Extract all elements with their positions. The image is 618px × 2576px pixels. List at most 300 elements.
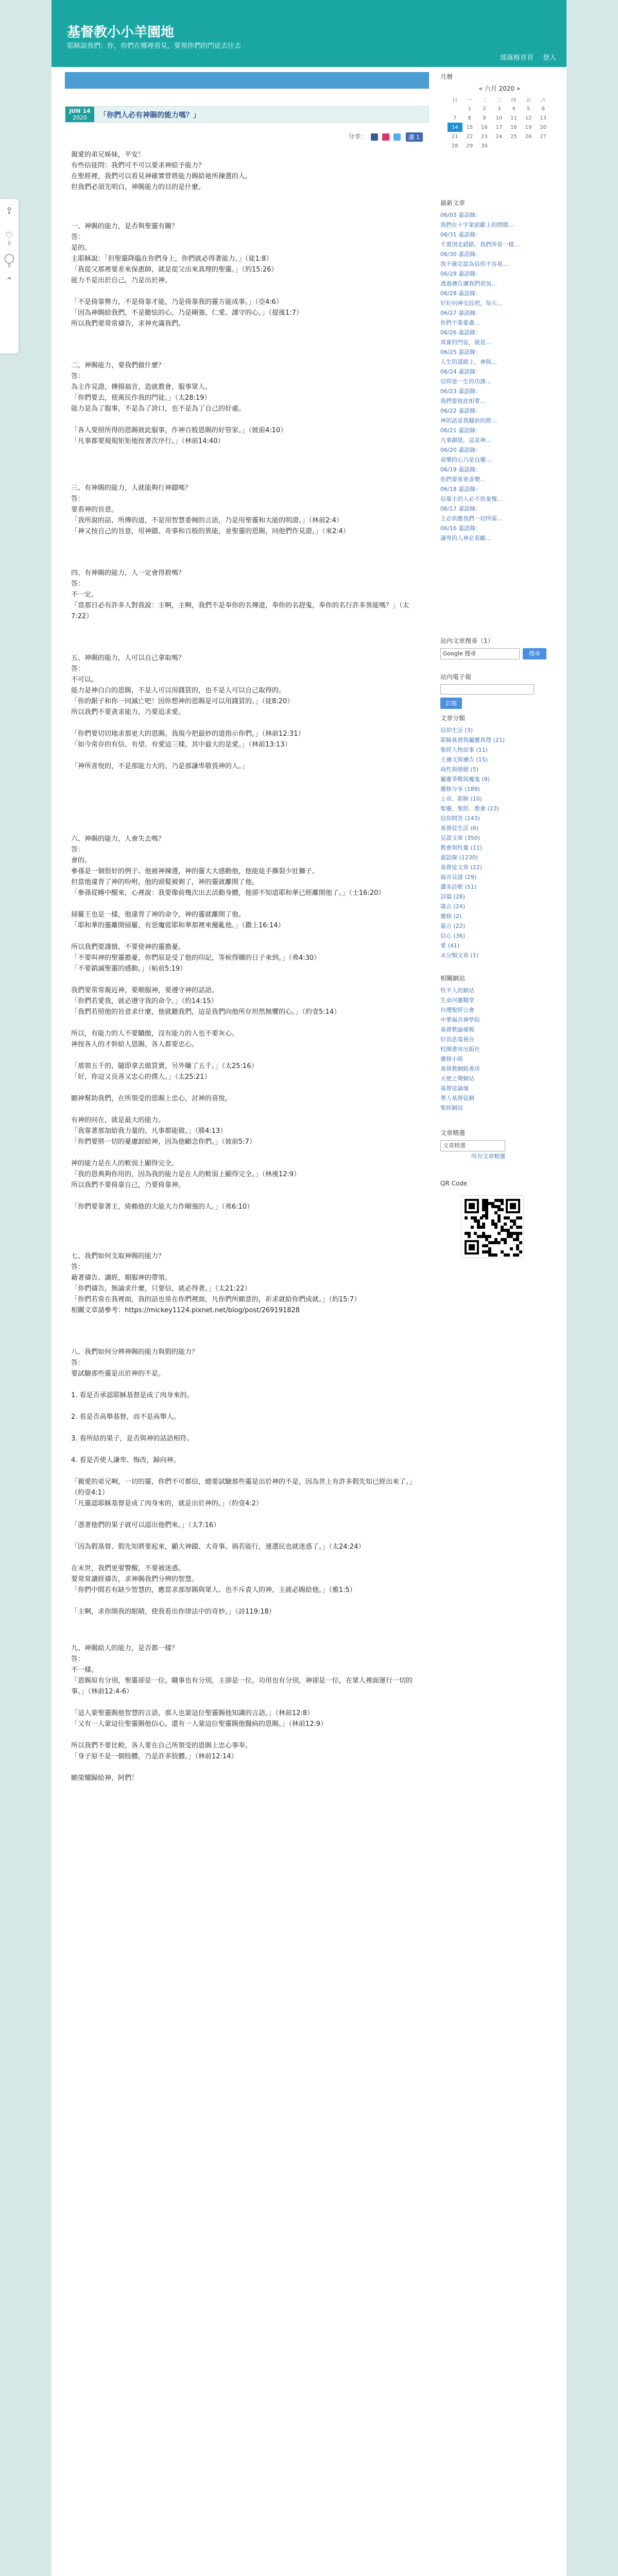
main-column bbox=[65, 72, 428, 2576]
blog-subtitle: 耶穌說我們：你，你們在哪裡看見，要領你們的門徒去往去 bbox=[67, 42, 242, 50]
qr-module bbox=[507, 1253, 510, 1257]
header-link-home[interactable]: 部落格首頁 bbox=[500, 54, 534, 62]
section-line: 「好，你這又良善又忠心的僕人。」（太25:21） bbox=[71, 1073, 211, 1081]
calendar-day[interactable]: 10 bbox=[495, 115, 503, 121]
recent-post-link[interactable]: 06/19 嘉語錄： bbox=[440, 466, 482, 473]
category-link[interactable]: 主禱文與禱告 (15) bbox=[440, 756, 488, 763]
section-line: 要常常讀經禱告，求神賜我們分辨的智慧。 bbox=[71, 1575, 199, 1583]
qr-module bbox=[510, 1226, 513, 1229]
section-line: 答： bbox=[71, 1263, 85, 1271]
post-body bbox=[71, 149, 421, 1784]
section-line: 但當他違背了神的吩咐，他的頭髮被剃了，神的靈就離開了他。 bbox=[71, 878, 259, 886]
qr-module bbox=[497, 1232, 501, 1235]
recent-post-link[interactable]: 06/31 嘉語錄： bbox=[440, 231, 482, 238]
recent-post-link[interactable]: 06/20 嘉語錄： bbox=[440, 447, 482, 453]
subscribe-heading: 站內電子報 bbox=[440, 673, 472, 681]
category-link[interactable]: 信心 (36) bbox=[440, 933, 466, 939]
recent-post-link[interactable]: 06/03 嘉語錄： bbox=[440, 212, 482, 218]
section-line bbox=[71, 750, 421, 761]
qr-module bbox=[494, 1226, 497, 1229]
section-line: 「你們禱告，無論求什麼，只要信，就必得著。」（太21:22） bbox=[71, 1285, 251, 1293]
calendar-day[interactable]: 6 bbox=[541, 106, 545, 112]
search-widget bbox=[440, 636, 559, 659]
category-link[interactable]: 靈修 (2) bbox=[440, 913, 462, 920]
qr-module bbox=[469, 1203, 475, 1209]
comment-count: 0 bbox=[7, 263, 11, 269]
recent-post-link[interactable]: 06/23 嘉語錄： bbox=[440, 388, 482, 395]
calendar-day[interactable]: 24 bbox=[495, 133, 503, 140]
recent-post-link[interactable]: 06/22 嘉語錄： bbox=[440, 408, 482, 414]
calendar-day[interactable]: 1 bbox=[468, 106, 472, 112]
section-line: 「又有一人蒙這位聖靈賜他信心，還有一人蒙這位聖靈賜他醫病的恩賜。」（林前12:9） bbox=[71, 1720, 328, 1728]
calendar-widget bbox=[440, 72, 559, 150]
calendar-day[interactable]: 13 bbox=[540, 115, 547, 121]
recent-post-link[interactable]: 透過禱告讓我們更加… bbox=[440, 280, 497, 287]
related-site-link[interactable]: 靈修小組 bbox=[440, 1056, 463, 1062]
recent-post-link[interactable]: 06/25 嘉語錄： bbox=[440, 349, 482, 355]
section-line: 要看神的旨意。 bbox=[71, 506, 118, 514]
twitter-icon[interactable] bbox=[393, 133, 401, 141]
calendar-day[interactable]: 4 bbox=[512, 106, 516, 112]
related-site-link[interactable]: 牧羊人的網站 bbox=[440, 987, 474, 994]
section-line: 會的。 bbox=[71, 857, 92, 865]
calendar-title[interactable]: « 六月 2020 » bbox=[478, 85, 521, 92]
section-spacer bbox=[71, 622, 421, 653]
qr-module bbox=[497, 1214, 501, 1217]
archive-heading: 文章精選 bbox=[440, 1129, 466, 1137]
qr-module bbox=[468, 1235, 471, 1238]
section-line: 「凡靈認耶穌基督是成了肉身來的，就是出於神的。」（約壹4:2） bbox=[71, 1500, 263, 1507]
category-list bbox=[440, 714, 559, 960]
header-link-login[interactable]: 登入 bbox=[542, 54, 556, 62]
intro-line: 在聖經裡，我們可以看見神確實曾將能力賜給祂所揀選的人。 bbox=[71, 173, 252, 180]
section-line: 是的。 bbox=[71, 244, 92, 252]
blog-title[interactable]: 基督教小小羊園地 bbox=[67, 25, 175, 40]
qr-module bbox=[510, 1203, 516, 1209]
section-line bbox=[71, 1104, 421, 1115]
section-line bbox=[71, 931, 421, 942]
section-line: 所以我們要謹慎，不要使神的靈擔憂。 bbox=[71, 943, 185, 951]
recent-post-link[interactable]: 06/17 嘉語錄： bbox=[440, 505, 482, 512]
section-line: 「親愛的弟兄啊，一切的靈，你們不可都信，總要試驗那些靈是出於神的不是，因為世上有許多假先知已經出來了。」（約壹4:1） bbox=[71, 1478, 416, 1497]
recent-post-link[interactable]: 信仰是一生的功課… bbox=[440, 378, 491, 385]
category-link[interactable]: 未分類文章 (1) bbox=[440, 952, 479, 959]
category-heading: 文章分類 bbox=[440, 715, 466, 722]
recent-post-link[interactable]: 好好向神交託吧，每天… bbox=[440, 300, 503, 307]
calendar-day[interactable]: 18 bbox=[510, 124, 517, 130]
qr-module bbox=[516, 1253, 519, 1257]
category-link[interactable]: 聖靈、聖經、教會 (23) bbox=[440, 805, 500, 812]
section-line: 我們要常常親近神，要順服神，要遵守神的話語。 bbox=[71, 987, 219, 994]
section-line: 「參孫從睡中醒來，心裡說：我要像前幾次出去活動身體，他卻不知道耶和華已經離開他了。」（士16:20） bbox=[71, 889, 385, 897]
section-line: 不可以。 bbox=[71, 676, 98, 684]
calendar-day[interactable]: 25 bbox=[510, 133, 517, 140]
section-line: 「如今常存的有信、有望、有愛這三樣，其中最大的是愛。」（林前13:13） bbox=[71, 741, 291, 749]
section-spacer bbox=[71, 537, 421, 568]
post-header bbox=[65, 106, 429, 123]
section-line: 答： bbox=[71, 846, 85, 854]
calendar-day bbox=[448, 104, 462, 113]
qr-module bbox=[471, 1226, 474, 1229]
recent-post-link[interactable]: 06/29 嘉語錄： bbox=[440, 270, 482, 277]
related-links bbox=[440, 974, 559, 1113]
calendar-day[interactable]: 15 bbox=[466, 124, 473, 130]
section-line bbox=[71, 1422, 421, 1433]
section-line: 「我們若照他的旨意求什麼，他就聽我們，這是我們向他所存坦然無懼的心。」（約壹5:14） bbox=[71, 1008, 341, 1016]
section-line: 答： bbox=[71, 372, 85, 380]
calendar-day[interactable]: 23 bbox=[481, 133, 488, 140]
post-date bbox=[65, 107, 94, 122]
comment-icon[interactable]: ◯ bbox=[4, 253, 15, 264]
section-line: 為主作見證，傳揚福音，造就教會，服事眾人。 bbox=[71, 383, 212, 391]
search-button[interactable]: 搜尋 bbox=[523, 648, 546, 659]
related-site-link[interactable]: 生命河靈糧堂 bbox=[440, 997, 474, 1004]
recent-post-link[interactable]: 06/30 嘉語錄： bbox=[440, 251, 482, 258]
section-line: 「我的恩典夠你用的，因為我的能力是在人的軟弱上顯得完全。」（林後12:9） bbox=[71, 1171, 301, 1178]
category-link[interactable]: 詩篇 (28) bbox=[440, 893, 466, 900]
search-input[interactable]: Google 搜尋 bbox=[440, 648, 520, 659]
section-line: 願榮耀歸給神，阿們！ bbox=[71, 1774, 139, 1782]
qr-module bbox=[469, 1244, 475, 1250]
heart-icon[interactable]: ♡ bbox=[5, 230, 14, 241]
calendar-day[interactable]: 3 bbox=[497, 106, 501, 112]
section-line: 掃羅王也是一樣，他違背了神的命令，神的靈就離開了他。 bbox=[71, 911, 246, 919]
archive-widget bbox=[440, 1128, 559, 1161]
related-site-link[interactable]: 基督教網路書房 bbox=[440, 1065, 480, 1072]
section-line bbox=[71, 1018, 421, 1028]
section-line: 答： bbox=[71, 1655, 85, 1663]
section-heading: 九、神賜給人的能力，是否都一樣？ bbox=[71, 1645, 179, 1652]
section-line: 「你們要靠著主，倚賴他的大能大力作剛強的人。」（弗6:10） bbox=[71, 1203, 254, 1211]
section-line: 答： bbox=[71, 233, 85, 241]
intro-line: 有些信徒問：我們可不可以要求神給予能力？ bbox=[71, 162, 205, 170]
section-line bbox=[71, 1552, 421, 1563]
calendar-day bbox=[506, 141, 521, 150]
related-site-link[interactable]: 校園書房出版社 bbox=[440, 1046, 480, 1053]
related-site-link[interactable]: 聖經網站 bbox=[440, 1105, 463, 1111]
recent-post-link[interactable]: 凡事謝恩，這是神… bbox=[440, 437, 491, 444]
section-line bbox=[71, 1466, 421, 1477]
section-line: 「不要叫神的聖靈擔憂，你們原是受了他的印記，等候得贖的日子來到。」（弗4:30） bbox=[71, 954, 321, 962]
recent-post-link[interactable]: 神的話是我腳前的燈… bbox=[440, 417, 497, 424]
qr-module bbox=[519, 1226, 522, 1229]
section-line: 「我靠著那加給我力量的，凡事都能做。」（腓4:13） bbox=[71, 1127, 227, 1135]
section-line: 「憑著他們的果子就可以認出他們來。」（太7:16） bbox=[71, 1521, 220, 1529]
section-line: 相關文章請參考：https://mickey1124.pixnet.net/blog/post/269191828 bbox=[71, 1307, 300, 1314]
section-line: 「主啊，求你開我的眼睛，使我看出你律法中的奇妙。」（詩119:18） bbox=[71, 1608, 276, 1616]
section-line: 「恩賜原有分別，聖靈卻是一位。職事也有分別，主卻是一位。功用也有分別，神卻是一位，在眾人裡面運行一切的事。」（林前12:4-6） bbox=[71, 1677, 413, 1696]
qr-module bbox=[519, 1241, 522, 1244]
section-line bbox=[71, 1444, 421, 1455]
up-icon[interactable]: ⌃ bbox=[5, 276, 13, 286]
recent-post-link[interactable]: 千萬別走錯路，我們所看一樣… bbox=[440, 241, 520, 248]
plurk-icon[interactable] bbox=[382, 133, 389, 141]
section-line bbox=[71, 1730, 421, 1740]
related-site-link[interactable]: 中華福音神學院 bbox=[440, 1016, 480, 1023]
section-line: 1. 看是否承認耶穌基督是成了肉身來的。 bbox=[71, 1392, 194, 1399]
top-banner-strip bbox=[65, 72, 429, 89]
category-link[interactable]: 基督徒文章 (22) bbox=[440, 864, 483, 871]
recent-post-link[interactable]: 06/27 嘉語錄： bbox=[440, 310, 482, 316]
section-line: 能力不是出於自己，乃是出於神。 bbox=[71, 277, 172, 284]
section-line: 主耶穌說：「但聖靈降臨在你們身上，你們就必得著能力。」（徒1:8） bbox=[71, 255, 273, 263]
section-heading: 四、有神賜的能力，人一定會得救嗎？ bbox=[71, 569, 185, 577]
social-share-bar bbox=[0, 198, 19, 354]
category-link[interactable]: 福音見證 (29) bbox=[440, 874, 477, 880]
calendar-day[interactable]: 14 bbox=[448, 123, 462, 132]
calendar-day bbox=[536, 141, 551, 150]
section-line bbox=[71, 974, 421, 985]
calendar-weekday: 二 bbox=[482, 97, 487, 104]
section-line: 藉著禱告、讀經，順服神的帶領。 bbox=[71, 1274, 172, 1282]
qr-module bbox=[488, 1235, 491, 1238]
qr-module bbox=[501, 1208, 504, 1211]
qr-module bbox=[510, 1247, 513, 1250]
calendar-day[interactable]: 11 bbox=[510, 115, 517, 121]
section-line: 「神所喜悅的，不是那能力大的，乃是那謙卑敬畏神的人。」 bbox=[71, 762, 249, 770]
section-heading: 八、我們如何分辨神賜的能力與假的能力？ bbox=[71, 1348, 199, 1356]
section-line: 「那領五千的，隨即拿去做買賣，另外賺了五千。」（太25:16） bbox=[71, 1062, 258, 1070]
category-link[interactable]: 聖經人物故事 (11) bbox=[440, 747, 488, 753]
qr-module bbox=[519, 1250, 522, 1253]
recent-post-link[interactable]: 謙卑的人神必看顧… bbox=[440, 535, 491, 541]
category-link[interactable]: 箴言 (24) bbox=[440, 903, 466, 910]
calendar-weekday: 三 bbox=[496, 97, 502, 104]
calendar-day[interactable]: 27 bbox=[540, 133, 547, 140]
section-line: 「你們若常在我裡面，我的話也常在你們裡面，凡你們所願意的，祈求就給你們成就。」（約15:7） bbox=[71, 1296, 361, 1303]
section-heading: 七、我們如何支取神賜的能力？ bbox=[71, 1252, 165, 1260]
calendar-weekday: 日 bbox=[452, 97, 458, 104]
calendar-day[interactable]: 8 bbox=[468, 115, 472, 121]
recent-post-link[interactable]: 真實的門徒，就是… bbox=[440, 339, 491, 346]
section-line: 在末世，我們更要警醒，不要被迷惑。 bbox=[71, 1565, 185, 1572]
related-site-link[interactable]: 華人基督徒網 bbox=[440, 1095, 474, 1101]
category-link[interactable]: 屬靈爭戰與魔鬼 (9) bbox=[440, 776, 490, 783]
calendar-day[interactable]: 9 bbox=[483, 115, 486, 121]
recent-post-link[interactable]: 我不確定認為信仰不容易… bbox=[440, 261, 508, 267]
heart-count: 0 bbox=[7, 241, 11, 246]
calendar-grid bbox=[448, 95, 551, 150]
recent-post-link[interactable]: 人生的道路上，神與… bbox=[440, 359, 497, 365]
section-line: 「身子原不是一個肢體，乃是許多肢體。」（林前12:14） bbox=[71, 1753, 238, 1760]
category-link[interactable]: 基督徒生活 (6) bbox=[440, 825, 479, 832]
section-spacer bbox=[71, 772, 421, 834]
qr-module bbox=[497, 1219, 501, 1223]
recent-post-link[interactable]: 06/16 嘉語錄： bbox=[440, 525, 482, 532]
section-line: 「你們要切切地求那更大的恩賜。我現今把最妙的道指示你們。」（林前12:31） bbox=[71, 730, 305, 738]
post-date-year: 2020 bbox=[73, 114, 87, 121]
section-line bbox=[71, 1379, 421, 1390]
calendar-day[interactable]: 16 bbox=[481, 124, 488, 130]
section-line: 「這人蒙聖靈賜他智慧的言語，那人也蒙這位聖靈賜他知識的言語。」（林前12:8） bbox=[71, 1709, 314, 1717]
recent-post-link[interactable]: 你們要常常喜樂… bbox=[440, 476, 486, 483]
section-line: 答： bbox=[71, 665, 85, 673]
related-site-link[interactable]: 台灣聖經公會 bbox=[440, 1007, 474, 1013]
section-line: 所以我們不要貪求能力，乃要追求愛。 bbox=[71, 708, 185, 716]
section-heading: 五、神賜的能力，人可以自己拿取嗎？ bbox=[71, 654, 185, 662]
recent-post-link[interactable]: 06/18 嘉語錄： bbox=[440, 486, 482, 493]
qr-module bbox=[494, 1253, 497, 1257]
related-site-link[interactable]: 天使之聲網站 bbox=[440, 1075, 474, 1082]
recent-posts bbox=[440, 198, 559, 543]
section-line: 「各人要照所得的恩賜彼此服事，作神百般恩賜的好管家。」（彼前4:10） bbox=[71, 427, 287, 434]
section-line bbox=[71, 1509, 421, 1520]
section-line: 「你們要將一切的憂慮卸給神，因為他顧念你們。」（彼前5:7） bbox=[71, 1138, 256, 1146]
section-line bbox=[71, 1531, 421, 1541]
qr-module bbox=[504, 1223, 507, 1226]
section-line: 「耶和華的靈離開掃羅，有惡魔從耶和華那裡來擾亂他。」（撒上16:14） bbox=[71, 922, 285, 929]
category-link[interactable]: 見證文章 (350) bbox=[440, 835, 480, 841]
section-line: 能力是為了服事，不是為了誇口，也不是為了自己的好處。 bbox=[71, 405, 246, 413]
section-line bbox=[71, 1147, 421, 1158]
section-line bbox=[71, 1762, 421, 1773]
recent-post-link[interactable]: 06/26 嘉語錄： bbox=[440, 329, 482, 336]
section-line: 願神幫助我們，在所領受的恩賜上忠心，討神的喜悅。 bbox=[71, 1095, 232, 1103]
section-line: 「因為假基督、假先知將要起來，顯大神蹟、大奇事。倘若能行，連選民也就迷惑了。」（太24:24） bbox=[71, 1543, 365, 1551]
calendar-day[interactable]: 30 bbox=[481, 143, 488, 149]
category-link[interactable]: 兩性與婚姻 (5) bbox=[440, 766, 479, 773]
section-line bbox=[71, 1401, 421, 1412]
category-link[interactable]: 愛 (41) bbox=[440, 942, 460, 949]
calendar-day[interactable]: 2 bbox=[483, 106, 486, 112]
section-line: 「你的銀子和你一同滅亡吧！因你想神的恩賜是可以用錢買的。」（徒8:20） bbox=[71, 698, 294, 705]
calendar-day[interactable]: 29 bbox=[466, 143, 473, 149]
recent-post-link[interactable]: 06/21 嘉語錄： bbox=[440, 427, 482, 434]
calendar-weekday: 一 bbox=[467, 97, 472, 104]
qr-module bbox=[465, 1216, 468, 1219]
calendar-day[interactable]: 26 bbox=[525, 133, 532, 140]
recent-post-link[interactable]: 主必供應我們一切所需… bbox=[440, 515, 503, 522]
recent-post-link[interactable]: 06/28 嘉語錄： bbox=[440, 290, 482, 297]
calendar-day[interactable]: 28 bbox=[451, 143, 458, 149]
section-line: 「不要銷滅聖靈的感動。」（帖前5:19） bbox=[71, 965, 187, 973]
section-line: 所以，有能力的人不要驕傲，沒有能力的人也不要灰心。 bbox=[71, 1030, 239, 1038]
category-link[interactable]: 嘉語錄 (1230) bbox=[440, 854, 478, 861]
section-heading: 六、神賜的能力，人會失去嗎？ bbox=[71, 835, 165, 843]
section-line bbox=[71, 1082, 421, 1093]
section-spacer bbox=[71, 193, 421, 221]
subscribe-email-field[interactable] bbox=[440, 684, 534, 694]
facebook-like-button[interactable]: 讚 1 bbox=[406, 132, 423, 142]
post-share-row bbox=[348, 132, 423, 142]
section-spacer bbox=[71, 447, 421, 483]
facebook-icon[interactable] bbox=[371, 133, 378, 141]
category-link[interactable]: 信仰生活 (3) bbox=[440, 727, 473, 734]
category-link[interactable]: 信仰問答 (143) bbox=[440, 815, 480, 822]
section-line: 參孫是一個很好的例子。他被神揀選，神的靈大大感動他，他能徒手撕裂少壯獅子。 bbox=[71, 868, 319, 875]
section-line bbox=[71, 1191, 421, 1201]
recent-post-link[interactable]: 06/24 嘉語錄： bbox=[440, 368, 482, 375]
archive-note[interactable]: 所有文章精選 bbox=[471, 1153, 505, 1160]
qr-module bbox=[504, 1241, 507, 1244]
header-links bbox=[493, 52, 556, 62]
section-spacer bbox=[71, 1316, 421, 1347]
section-line: 所以我們要常常禱告，求神充滿我們。 bbox=[71, 320, 185, 328]
category-link[interactable]: 耶穌基督與屬靈真理 (21) bbox=[440, 737, 505, 743]
qr-module bbox=[485, 1214, 488, 1217]
intro-line: 親愛的弟兄姊妹，平安！ bbox=[71, 151, 145, 159]
qr-module bbox=[497, 1241, 501, 1244]
intro-line: 但我們必須先明白，神賜能力的目的是什麼。 bbox=[71, 183, 205, 191]
section-heading: 一、神賜的能力，是否與聖靈有關？ bbox=[71, 223, 179, 230]
section-line: 答： bbox=[71, 1359, 85, 1367]
section-line: 神按各人的才幹給人恩賜，各人都要忠心。 bbox=[71, 1041, 199, 1048]
section-line: 「神又按自己的旨意，用神蹟、奇事和百般的異能，並聖靈的恩賜，同他們作見證。」（來2:4） bbox=[71, 528, 350, 535]
qr-module bbox=[519, 1232, 522, 1235]
section-line: 不一樣。 bbox=[71, 1666, 98, 1674]
recent-post-link[interactable]: 我們在十字架前獻上的問題… bbox=[440, 222, 514, 228]
section-heading: 二、神賜能力，要我們做什麼？ bbox=[71, 362, 165, 369]
category-link[interactable]: 讚美詩歌 (51) bbox=[440, 884, 477, 890]
blog-header bbox=[52, 0, 566, 67]
share-icon[interactable]: ⇪ bbox=[5, 206, 13, 216]
section-line: 「我所說的話、所傳的道，不是用智慧委婉的言語，乃是用聖靈和大能的明證。」（林前2:4） bbox=[71, 517, 343, 524]
section-line: 4. 看是否使人謙卑、悔改，歸向神。 bbox=[71, 1456, 180, 1464]
category-link[interactable]: 教會與牧養 (11) bbox=[440, 844, 483, 851]
section-line: 「因為神賜給我們，不是膽怯的心，乃是剛強、仁愛、謹守的心。」（提後1:7） bbox=[71, 309, 303, 317]
calendar-day[interactable]: 17 bbox=[495, 124, 503, 130]
section-line: 「凡事都要規規矩矩地按著次序行。」（林前14:40） bbox=[71, 437, 225, 445]
section-line bbox=[71, 414, 421, 425]
post-date-month: JUN 14 bbox=[69, 108, 91, 114]
search-heading: 站內文章搜尋（1） bbox=[440, 637, 494, 645]
section-spacer bbox=[71, 1212, 421, 1251]
sidebar bbox=[440, 72, 559, 2576]
section-spacer bbox=[71, 1617, 421, 1643]
qr-code-image bbox=[461, 1195, 524, 1258]
section-line: 3. 看所結的果子，是否與神的話語相符。 bbox=[71, 1435, 194, 1443]
section-line: 神的能力是在人的軟弱上顯得完全。 bbox=[71, 1160, 179, 1167]
calendar-day[interactable]: 20 bbox=[540, 124, 547, 130]
section-heading: 三、有神賜的能力，人就能夠行神蹟嗎？ bbox=[71, 484, 192, 492]
subscribe-button[interactable]: 訂閱 bbox=[440, 698, 462, 709]
recent-post-link[interactable]: 你們不要憂慮… bbox=[440, 319, 480, 326]
qr-module bbox=[480, 1235, 483, 1238]
calendar-weekday: 四 bbox=[511, 97, 517, 104]
related-site-link[interactable]: 基督教論壇報 bbox=[440, 1026, 474, 1033]
section-line bbox=[71, 286, 421, 297]
subscribe-widget bbox=[440, 672, 559, 709]
category-link[interactable]: 靈修分享 (189) bbox=[440, 786, 480, 792]
calendar-day[interactable]: 7 bbox=[453, 115, 457, 121]
section-line: 答： bbox=[71, 495, 85, 503]
calendar-weekday: 五 bbox=[526, 97, 531, 104]
recent-post-link[interactable]: 信靠主的人必不致羞愧… bbox=[440, 496, 503, 502]
recent-post-link[interactable]: 我們要彼此相愛… bbox=[440, 398, 486, 404]
category-link[interactable]: 上帝、耶穌 (10) bbox=[440, 795, 483, 802]
calendar-day[interactable]: 21 bbox=[451, 133, 458, 140]
qr-heading: QR Code bbox=[440, 1180, 468, 1187]
section-line: 不一定。 bbox=[71, 591, 98, 599]
links-heading: 相關網站 bbox=[440, 975, 466, 982]
calendar-day[interactable]: 19 bbox=[525, 124, 532, 130]
related-site-link[interactable]: 基督徒論壇 bbox=[440, 1085, 469, 1092]
related-site-link[interactable]: 好消息電視台 bbox=[440, 1036, 474, 1043]
section-line: 答： bbox=[71, 580, 85, 588]
archive-select[interactable]: 文章精選 bbox=[440, 1140, 505, 1151]
qr-module bbox=[480, 1226, 483, 1229]
calendar-day[interactable]: 5 bbox=[526, 106, 530, 112]
recent-post-link[interactable]: 喜樂的心乃是良藥… bbox=[440, 456, 491, 463]
post-title[interactable]: 「你們人必有神賜的能力嗎？」 bbox=[99, 111, 200, 120]
qr-widget bbox=[440, 1180, 559, 1190]
category-link[interactable]: 嘉言 (22) bbox=[440, 923, 466, 929]
section-line: 「不是倚靠勢力，不是倚靠才能，乃是倚靠我的靈方能成事。」（亞4:6） bbox=[71, 298, 283, 306]
section-line bbox=[71, 1050, 421, 1061]
calendar-day[interactable]: 12 bbox=[525, 115, 532, 121]
section-line: 「我從父那裡要差來保惠師，就是從父出來真理的聖靈。」（約15:26） bbox=[71, 266, 278, 274]
calendar-day[interactable]: 22 bbox=[466, 133, 473, 140]
